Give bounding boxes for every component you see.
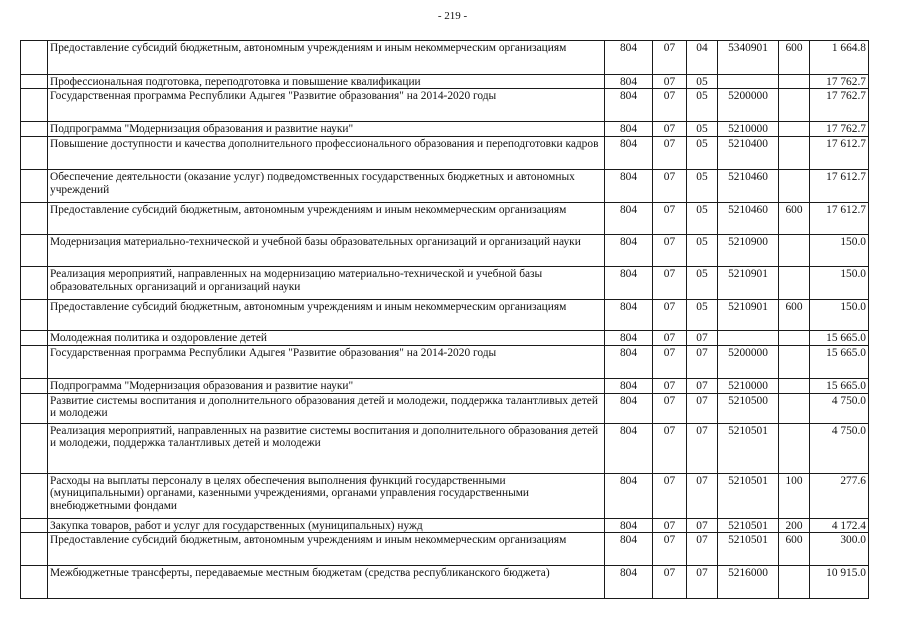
row-subsection-cell: 05	[687, 122, 718, 137]
row-name-cell: Обеспечение деятельности (оказание услуг) подведомственных государственных бюджетных и автономных учреждений	[48, 170, 605, 203]
row-amount-cell: 4 172.4	[810, 518, 869, 532]
row-name-cell: Предоставление субсидий бюджетным, автономным учреждениям и иным некоммерческим организациям	[48, 203, 605, 235]
row-name-cell: Предоставление субсидий бюджетным, автономным учреждениям и иным некоммерческим организациям	[48, 41, 605, 75]
row-grbs-cell: 804	[605, 267, 653, 300]
row-amount-cell: 15 665.0	[810, 345, 869, 378]
row-subsection-cell: 07	[687, 393, 718, 423]
row-amount-cell: 300.0	[810, 533, 869, 566]
row-name-cell: Профессиональная подготовка, переподготовка и повышение квалификации	[48, 75, 605, 89]
row-grbs-cell: 804	[605, 235, 653, 267]
table-row	[21, 41, 869, 75]
table-row	[21, 331, 869, 345]
row-section-cell: 07	[653, 267, 687, 300]
row-name-cell: Предоставление субсидий бюджетным, автономным учреждениям и иным некоммерческим организациям	[48, 533, 605, 566]
row-subsection-cell: 05	[687, 137, 718, 170]
row-amount-cell: 17 612.7	[810, 170, 869, 203]
row-name-cell: Межбюджетные трансферты, передаваемые местным бюджетам (средства республиканского бюджета)	[48, 566, 605, 599]
row-grbs-cell: 804	[605, 473, 653, 518]
row-expense-type-cell	[779, 378, 810, 393]
row-expense-type-cell	[779, 137, 810, 170]
row-target-article-cell: 5216000	[718, 566, 779, 599]
table-row	[21, 566, 869, 599]
row-subsection-cell: 07	[687, 566, 718, 599]
row-target-article-cell	[718, 75, 779, 89]
row-amount-cell: 4 750.0	[810, 393, 869, 423]
row-section-cell: 07	[653, 423, 687, 473]
row-name-cell: Подпрограмма "Модернизация образования и развитие науки"	[48, 378, 605, 393]
row-expense-type-cell	[779, 75, 810, 89]
row-section-cell: 07	[653, 331, 687, 345]
row-target-article-cell: 5210500	[718, 393, 779, 423]
row-section-cell: 07	[653, 122, 687, 137]
row-subsection-cell: 07	[687, 423, 718, 473]
table-row	[21, 423, 869, 473]
row-blank-cell	[21, 122, 48, 137]
row-blank-cell	[21, 300, 48, 331]
row-amount-cell: 17 612.7	[810, 137, 869, 170]
row-blank-cell	[21, 473, 48, 518]
row-name-cell: Модернизация материально-технической и учебной базы образовательных организаций и организаций науки	[48, 235, 605, 267]
row-name-cell: Молодежная политика и оздоровление детей	[48, 331, 605, 345]
table-row	[21, 345, 869, 378]
row-grbs-cell: 804	[605, 393, 653, 423]
table-row	[21, 393, 869, 423]
row-section-cell: 07	[653, 41, 687, 75]
row-section-cell: 07	[653, 566, 687, 599]
row-blank-cell	[21, 235, 48, 267]
row-blank-cell	[21, 423, 48, 473]
row-section-cell: 07	[653, 75, 687, 89]
row-section-cell: 07	[653, 345, 687, 378]
row-target-article-cell: 5210400	[718, 137, 779, 170]
row-grbs-cell: 804	[605, 566, 653, 599]
table-row	[21, 267, 869, 300]
row-target-article-cell: 5200000	[718, 89, 779, 122]
row-name-cell: Предоставление субсидий бюджетным, автономным учреждениям и иным некоммерческим организациям	[48, 300, 605, 331]
table-row	[21, 75, 869, 89]
row-target-article-cell: 5210000	[718, 122, 779, 137]
row-expense-type-cell	[779, 235, 810, 267]
table-row	[21, 89, 869, 122]
row-target-article-cell: 5210501	[718, 473, 779, 518]
row-amount-cell: 10 915.0	[810, 566, 869, 599]
row-section-cell: 07	[653, 89, 687, 122]
row-expense-type-cell: 600	[779, 533, 810, 566]
row-amount-cell: 1 664.8	[810, 41, 869, 75]
row-expense-type-cell: 100	[779, 473, 810, 518]
row-section-cell: 07	[653, 235, 687, 267]
row-amount-cell: 17 612.7	[810, 203, 869, 235]
row-target-article-cell: 5210901	[718, 267, 779, 300]
row-grbs-cell: 804	[605, 331, 653, 345]
row-amount-cell: 277.6	[810, 473, 869, 518]
row-expense-type-cell	[779, 122, 810, 137]
row-target-article-cell: 5210501	[718, 518, 779, 532]
row-section-cell: 07	[653, 203, 687, 235]
row-subsection-cell: 07	[687, 473, 718, 518]
table-row	[21, 378, 869, 393]
page-number: - 219 -	[437, 10, 468, 22]
row-section-cell: 07	[653, 473, 687, 518]
row-grbs-cell: 804	[605, 345, 653, 378]
row-target-article-cell: 5210501	[718, 533, 779, 566]
row-subsection-cell: 05	[687, 300, 718, 331]
row-name-cell: Расходы на выплаты персоналу в целях обеспечения выполнения функций государственными (муниципальными) органами, казенными учреждениями, органами управления государственными внебюджетными фондами	[48, 473, 605, 518]
row-blank-cell	[21, 378, 48, 393]
row-target-article-cell: 5210460	[718, 170, 779, 203]
row-grbs-cell: 804	[605, 518, 653, 532]
row-expense-type-cell: 600	[779, 203, 810, 235]
row-amount-cell: 17 762.7	[810, 75, 869, 89]
row-target-article-cell: 5210501	[718, 423, 779, 473]
row-name-cell: Реализация мероприятий, направленных на модернизацию материально-технической и учебной базы образовательных организаций и организаций науки	[48, 267, 605, 300]
row-grbs-cell: 804	[605, 137, 653, 170]
table-row	[21, 300, 869, 331]
row-subsection-cell: 05	[687, 235, 718, 267]
row-blank-cell	[21, 331, 48, 345]
row-expense-type-cell	[779, 89, 810, 122]
row-amount-cell: 150.0	[810, 300, 869, 331]
row-target-article-cell	[718, 331, 779, 345]
row-grbs-cell: 804	[605, 41, 653, 75]
row-section-cell: 07	[653, 170, 687, 203]
row-target-article-cell: 5210000	[718, 378, 779, 393]
row-blank-cell	[21, 170, 48, 203]
row-subsection-cell: 05	[687, 89, 718, 122]
row-target-article-cell: 5210900	[718, 235, 779, 267]
row-expense-type-cell	[779, 393, 810, 423]
row-name-cell: Реализация мероприятий, направленных на развитие системы воспитания и дополнительного образования детей и молодежи, поддержка талантливых детей и молодежи	[48, 423, 605, 473]
row-subsection-cell: 07	[687, 533, 718, 566]
row-subsection-cell: 05	[687, 203, 718, 235]
row-grbs-cell: 804	[605, 170, 653, 203]
row-section-cell: 07	[653, 533, 687, 566]
row-blank-cell	[21, 75, 48, 89]
row-blank-cell	[21, 518, 48, 532]
row-name-cell: Подпрограмма "Модернизация образования и развитие науки"	[48, 122, 605, 137]
row-target-article-cell: 5210460	[718, 203, 779, 235]
row-subsection-cell: 05	[687, 75, 718, 89]
row-grbs-cell: 804	[605, 122, 653, 137]
row-name-cell: Государственная программа Республики Адыгея "Развитие образования" на 2014-2020 годы	[48, 345, 605, 378]
row-grbs-cell: 804	[605, 423, 653, 473]
row-blank-cell	[21, 566, 48, 599]
row-grbs-cell: 804	[605, 300, 653, 331]
row-expense-type-cell	[779, 566, 810, 599]
row-grbs-cell: 804	[605, 203, 653, 235]
row-blank-cell	[21, 345, 48, 378]
row-amount-cell: 150.0	[810, 235, 869, 267]
row-expense-type-cell	[779, 331, 810, 345]
row-expense-type-cell	[779, 267, 810, 300]
row-amount-cell: 15 665.0	[810, 331, 869, 345]
row-subsection-cell: 05	[687, 267, 718, 300]
row-section-cell: 07	[653, 378, 687, 393]
row-expense-type-cell	[779, 345, 810, 378]
table-row	[21, 518, 869, 532]
row-blank-cell	[21, 203, 48, 235]
row-amount-cell: 150.0	[810, 267, 869, 300]
row-subsection-cell: 05	[687, 170, 718, 203]
row-name-cell: Повышение доступности и качества дополнительного профессионального образования и переподготовки кадров	[48, 137, 605, 170]
row-target-article-cell: 5200000	[718, 345, 779, 378]
row-target-article-cell: 5340901	[718, 41, 779, 75]
row-subsection-cell: 07	[687, 331, 718, 345]
row-expense-type-cell: 600	[779, 41, 810, 75]
row-grbs-cell: 804	[605, 75, 653, 89]
row-grbs-cell: 804	[605, 89, 653, 122]
row-blank-cell	[21, 89, 48, 122]
row-name-cell: Государственная программа Республики Адыгея "Развитие образования" на 2014-2020 годы	[48, 89, 605, 122]
row-amount-cell: 17 762.7	[810, 122, 869, 137]
row-blank-cell	[21, 267, 48, 300]
row-amount-cell: 15 665.0	[810, 378, 869, 393]
row-subsection-cell: 07	[687, 345, 718, 378]
row-blank-cell	[21, 137, 48, 170]
table-body	[21, 41, 869, 599]
row-blank-cell	[21, 41, 48, 75]
row-section-cell: 07	[653, 393, 687, 423]
row-section-cell: 07	[653, 518, 687, 532]
row-section-cell: 07	[653, 137, 687, 170]
row-expense-type-cell: 600	[779, 300, 810, 331]
row-expense-type-cell: 200	[779, 518, 810, 532]
row-grbs-cell: 804	[605, 378, 653, 393]
budget-table	[20, 40, 869, 599]
table-row	[21, 137, 869, 170]
row-name-cell: Закупка товаров, работ и услуг для государственных (муниципальных) нужд	[48, 518, 605, 532]
row-blank-cell	[21, 393, 48, 423]
table-row	[21, 533, 869, 566]
table-row	[21, 170, 869, 203]
table-row	[21, 203, 869, 235]
row-subsection-cell: 04	[687, 41, 718, 75]
row-name-cell: Развитие системы воспитания и дополнительного образования детей и молодежи, поддержка талантливых детей и молодежи	[48, 393, 605, 423]
table-row	[21, 235, 869, 267]
row-target-article-cell: 5210901	[718, 300, 779, 331]
row-amount-cell: 4 750.0	[810, 423, 869, 473]
row-subsection-cell: 07	[687, 518, 718, 532]
row-section-cell: 07	[653, 300, 687, 331]
table-row	[21, 473, 869, 518]
row-amount-cell: 17 762.7	[810, 89, 869, 122]
row-expense-type-cell	[779, 170, 810, 203]
row-blank-cell	[21, 533, 48, 566]
table-row	[21, 122, 869, 137]
row-expense-type-cell	[779, 423, 810, 473]
row-grbs-cell: 804	[605, 533, 653, 566]
row-subsection-cell: 07	[687, 378, 718, 393]
